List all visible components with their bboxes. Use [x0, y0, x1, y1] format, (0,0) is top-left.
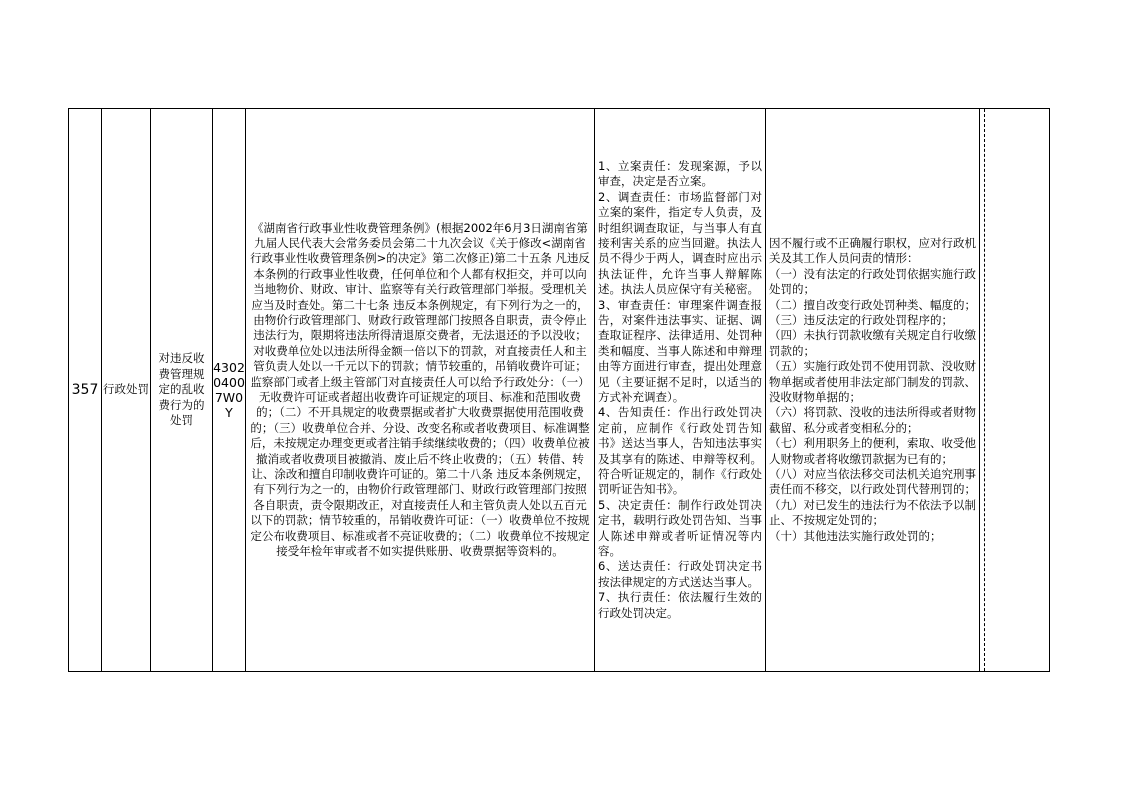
responsibility-item: 4、告知责任：作出行政处罚决定前，应制作《行政处罚告知书》送达当事人，告知违法事实及其享有的陈述、申辩等权利。符合听证规定的，制作《行政处罚听证告知书》。 — [598, 405, 762, 497]
accountability-item: （八）对应当依法移交司法机关追究刑事责任而不移交，以行政处罚代替刑罚的； — [769, 467, 976, 497]
responsibility-item: 5、决定责任：制作行政处罚决定书，载明行政处罚告知、当事人陈述申辩或者听证情况等内容。 — [598, 497, 762, 559]
accountability-item: （五）实施行政处罚不使用罚款、没收财物单据或者使用非法定部门制发的罚款、没收财物单据的； — [769, 359, 976, 404]
accountability-item: （一）没有法定的行政处罚依据实施行政处罚的； — [769, 266, 976, 297]
legal-basis-text: 《湖南省行政事业性收费管理条例》(根据2002年6月3日湖南省第九届人民代表大会常务委员会第二十九次会议《关于修改<湖南省行政事业性收费管理条例>的决定》第二次修正)第二十五条 凡违反本条例的行政事业性收费，任何单位和个人都有权拒交，并可以向当地物价、财政、审计、监察等有关行政管理部门举报。受理机关应当及时查处。第二十七条 违反本条例规定，有下列行为之一的，由物价行政管理部门、财政行政管理部门按照各自职责，责令停止违法行为，限期将违法所得清退原交费者，无法退还的予以没收；对收费单位处以违法所得金额一倍以下的罚款，对直接责任人和主管负责人处以一千元以下的罚款；情节较重的，吊销收费许可证；监察部门或者上级主管部门对直接责任人可以给予行政处分：（一）无收费许可证或者超出收费许可证规定的项目、标准和范围收费的；（二）不开具规定的收费票据或者扩大收费票据使用范围收费的；（三）收费单位合并、分设、改变名称或者收费项目、标准调整后，未按规定办理变更或者注销手续继续收费的；（四）收费单位被撤消或者收费项目被撤消、废止后不终止收费的；（五）转借、转让、涂改和擅自印制收费许可证的。第二十八条 违反本条例规定，有下列行为之一的，由物价行政管理部门、财政行政管理部门按照各自职责，责令限期改正，对直接责任人和主管负责人处以五百元以下的罚款；情节较重的，吊销收费许可证：（一）收费单位不按规定公布收费项目、标准或者不亮证收费的；（二）收费单位不按规定接受年检年审或者不如实提供账册、收费票据等资料的。 — [250, 220, 590, 559]
accountability-cell — [766, 109, 980, 672]
accountability-item: （三）违反法定的行政处罚程序的； — [769, 312, 953, 327]
item-name-cell: 对违反收费管理规定的乱收费行为的处罚 — [151, 109, 213, 672]
accountability-item: （十）其他违法实施行政处罚的； — [769, 528, 942, 543]
responsibility-item: 2、调查责任：市场监督部门对立案的案件，指定专人负责，及时组织调查取证，与当事人有直接利害关系的应当回避。执法人员不得少于两人，调查时应出示执法证件，允许当事人辩解陈述。执法人员应保守有关秘密。 — [598, 189, 762, 297]
accountability-item: （六）将罚款、没收的违法所得或者财物截留、私分或者变相私分的； — [769, 405, 976, 435]
remark-cell — [980, 109, 1050, 672]
type-cell: 行政处罚 — [102, 109, 151, 672]
item-code-cell: 43020400 7W0 Y — [213, 109, 246, 672]
responsibility-cell — [595, 109, 766, 672]
responsibility-item: 7、执行责任：依法履行生效的行政处罚决定。 — [598, 590, 762, 620]
accountability-item: （四）未执行罚款收缴有关规定自行收缴罚款的； — [769, 328, 976, 358]
responsibility-item: 1、立案责任：发现案源，予以审查，决定是否立案。 — [598, 158, 762, 189]
accountability-item: （七）利用职务上的便利，索取、收受他人财物或者将收缴罚款据为已有的； — [769, 436, 976, 466]
remark-divider — [984, 109, 1049, 671]
seq-cell: 357 — [69, 109, 102, 672]
accountability-item: （九）对已发生的违法行为不依法予以制止、不按规定处罚的； — [769, 497, 976, 528]
table-row — [69, 109, 1050, 672]
legal-basis-cell — [246, 109, 595, 672]
responsibility-item: 6、送达责任：行政处罚决定书按法律规定的方式送达当事人。 — [598, 559, 762, 589]
accountability-item: （二）擅自改变行政处罚种类、幅度的； — [769, 297, 976, 312]
responsibility-item: 3、审查责任：审理案件调查报告，对案件违法事实、证据、调查取证程序、法律适用、处罚种类和幅度、当事人陈述和申辩理由等方面进行审查，提出处理意见（主要证据不足时，以适当的方式补充调查）。 — [598, 297, 762, 404]
power-list-table — [68, 108, 1050, 672]
accountability-intro: 因不履行或不正确履行职权，应对行政机关及其工作人员问责的情形： — [769, 235, 976, 266]
